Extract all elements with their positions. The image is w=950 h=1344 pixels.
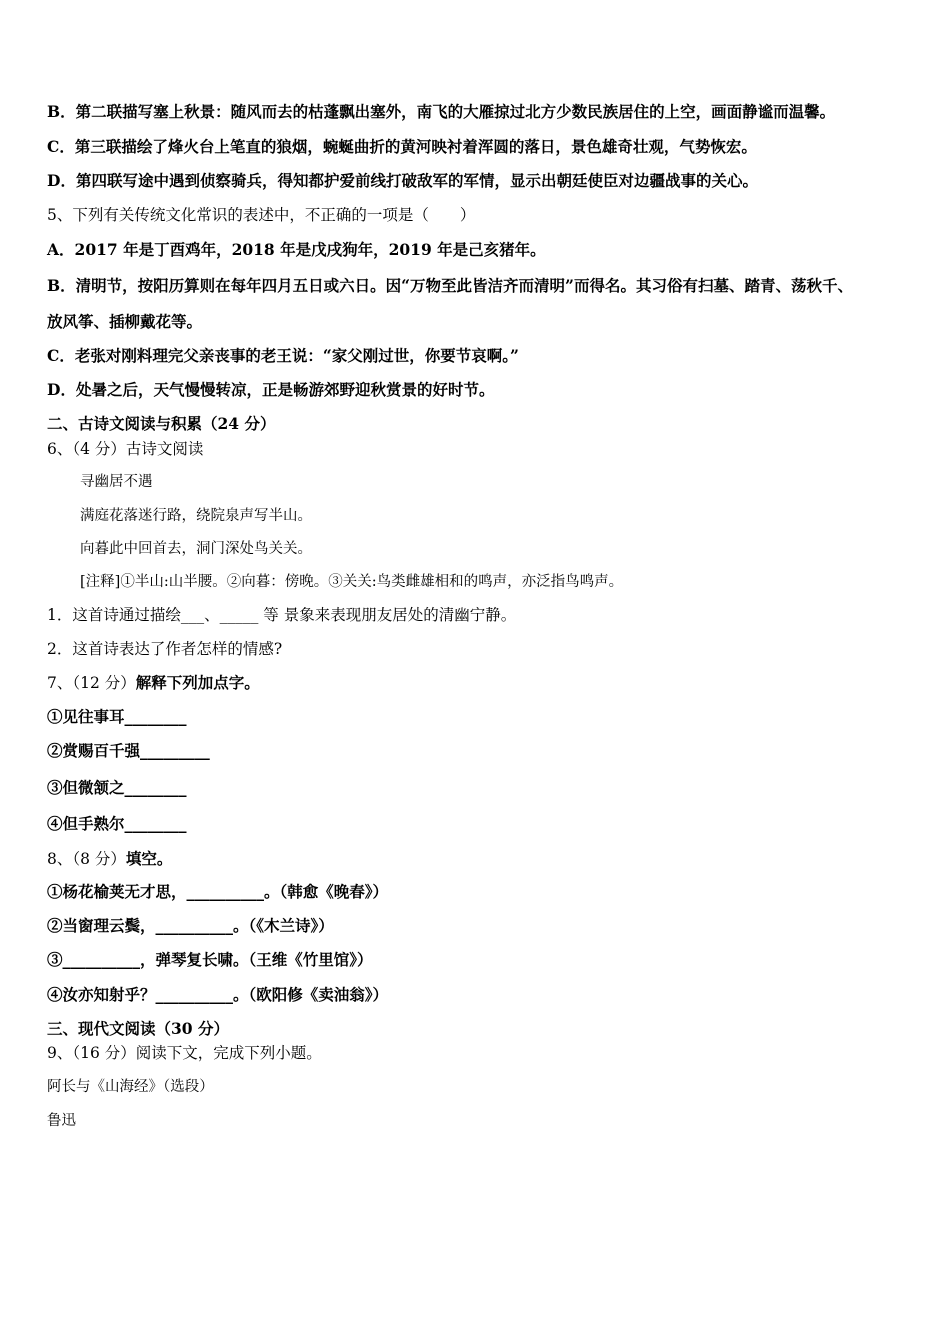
option-text: 清明节，按阳历算则在每年四月五日或六日。因“万物至此皆洁齐而清明”而得名。其习俗有扫墓、踏青、荡秋千、	[75, 276, 853, 295]
section-2-heading: 二、古诗文阅读与积累（24 分）	[47, 414, 276, 433]
q5-option-c	[47, 346, 519, 366]
q5-option-b	[47, 276, 853, 296]
poem-line: 向暮此中回首去，洞门深处鸟关关。	[80, 541, 312, 557]
q8-stem	[47, 849, 172, 869]
poem-note: [注释]①半山:山半腰。②向暮：傍晚。③关关:鸟类雌雄相和的鸣声，亦泛指鸟鸣声。	[80, 574, 624, 590]
q7-stem	[47, 673, 260, 693]
q7-item: ①见往事耳________	[47, 707, 187, 726]
q7-score: 7、（12 分）	[47, 674, 136, 692]
q4-option-c	[47, 137, 757, 157]
option-label: B．	[47, 276, 76, 295]
option-text: 处暑之后，天气慢慢转凉，正是畅游郊野迎秋赏景的好时节。	[75, 380, 495, 399]
q5-option-d	[47, 380, 494, 400]
q8-item: ③__________，弹琴复长啸。（王维《竹里馆》）	[47, 950, 373, 969]
q7-instruction: 解释下列加点字。	[135, 673, 260, 692]
option-label: B．	[47, 102, 76, 121]
q8-instruction: 填空。	[125, 849, 173, 868]
q5-option-b-continued: 放风筝、插柳戴花等。	[47, 312, 203, 331]
article-title: 阿长与《山海经》（选段）	[47, 1079, 214, 1095]
q8-score: 8、（8 分）	[47, 850, 126, 868]
option-label: C．	[47, 137, 75, 156]
option-text: 第三联描绘了烽火台上笔直的狼烟，蜿蜒曲折的黄河映衬着浑圆的落日，景色雄奇壮观，气势恢宏。	[74, 137, 757, 156]
q7-item: ④但手熟尔________	[47, 814, 187, 833]
option-label: D．	[47, 380, 76, 399]
q7-item: ②赏赐百千强_________	[47, 741, 210, 760]
option-text: 第四联写途中遇到侦察骑兵，得知都护爱前线打破敌军的军情，显示出朝廷使臣对边疆战事的关心。	[75, 171, 758, 190]
poem-line: 满庭花落迷行路，绕院泉声写半山。	[80, 508, 312, 524]
option-label: A．	[47, 240, 75, 259]
option-label: D．	[47, 171, 76, 190]
q6-stem: 6、（4 分）古诗文阅读	[47, 440, 204, 458]
q5-stem: 5、下列有关传统文化常识的表述中，不正确的一项是（ ）	[47, 206, 476, 224]
q4-option-b	[47, 102, 835, 122]
q8-item: ②当窗理云鬓，__________。（《木兰诗》）	[47, 916, 334, 935]
option-text: 2017 年是丁酉鸡年，2018 年是戊戌狗年，2019 年是己亥猪年。	[74, 240, 546, 259]
q8-item: ①杨花榆荚无才思，__________。（韩愈《晚春》）	[47, 882, 389, 901]
poem-title: 寻幽居不遇	[80, 474, 153, 490]
q5-option-a	[47, 240, 546, 260]
q8-item: ④汝亦知射乎？__________。（欧阳修《卖油翁》）	[47, 985, 389, 1004]
q4-option-d	[47, 171, 758, 191]
q6-sub-question-2: 2．这首诗表达了作者怎样的情感?	[47, 640, 283, 658]
section-3-heading: 三、现代文阅读（30 分）	[47, 1019, 229, 1038]
q9-stem: 9、（16 分）阅读下文，完成下列小题。	[47, 1044, 322, 1062]
article-author: 鲁迅	[47, 1113, 76, 1129]
option-label: C．	[47, 346, 75, 365]
q7-item: ③但微颔之________	[47, 778, 187, 797]
option-text: 老张对刚料理完父亲丧事的老王说：“家父刚过世，你要节哀啊。”	[74, 346, 519, 365]
q6-sub-question-1: 1．这首诗通过描绘___、_____ 等 景象来表现朋友居处的清幽宁静。	[47, 606, 517, 624]
option-text: 第二联描写塞上秋景：随风而去的枯蓬飘出塞外，南飞的大雁掠过北方少数民族居住的上空，画面静谧而温馨。	[75, 102, 836, 121]
